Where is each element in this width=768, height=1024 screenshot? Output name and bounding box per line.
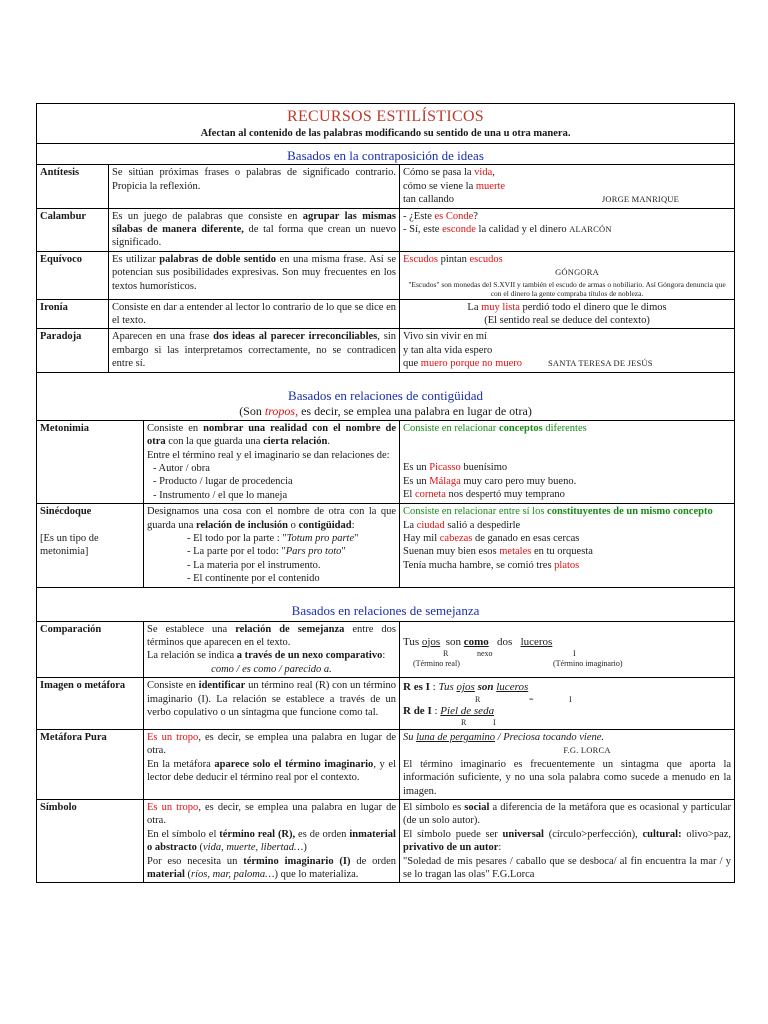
author-manrique: JORGE MANRIQUE [601, 194, 680, 205]
row-ironia [37, 299, 735, 329]
example-calambur: - ¿Este es Conde? - Sí, este esconde la calidad y el dinero ALARCÓN [400, 208, 735, 251]
def-antitesis: Se sitúan próximas frases o palabras de significado contrario. Propicia la reflexión. [109, 165, 400, 208]
example-equivoco: Escudos pintan escudos GÓNGORA "Escudos" son monedas del S.XVII y también el escudo de armas o nobiliario. Así Góngora denuncia que con el dinero la gente compraba títulos de nobleza. [400, 251, 735, 299]
author-teresa: SANTA TERESA DE JESÚS [547, 358, 653, 369]
document-sheet [36, 103, 734, 883]
def-comparacion: Se establece una relación de semejanza entre dos términos que aparecen en el texto. La relación se indica a través de un nexo comparativo: como / es como / parecido a. [144, 621, 400, 678]
term-imagen: Imagen o metáfora [37, 678, 144, 730]
term-ironia: Ironía [37, 299, 109, 329]
def-simbolo: Es un tropo, es decir, se emplea una palabra en lugar de otra. En el símbolo el término real (R), es de orden inmaterial o abstracto (vida, muerte, libertad…) Por eso necesita un término imaginario (I) de orden material (ríos, mar, paloma…) que lo materializa. [144, 800, 400, 883]
term-metonimia: Metonimia [37, 420, 144, 503]
example-metafora-pura: Su luna de pergamino / Preciosa tocando viene. F.G. LORCA El término imaginario es frecuentemente un sintagma que aporta la información suficiente, y no una sola palabra como sucede a menudo en la imagen. [400, 730, 735, 800]
term-antitesis: Antítesis [37, 165, 109, 208]
author-alarcon: ALARCÓN [569, 224, 612, 235]
row-equivoco [37, 251, 735, 299]
example-paradoja: Vivo sin vivir en mí y tan alta vida espero que muero porque no muero SANTA TERESA DE JESÚS [400, 329, 735, 372]
example-sinecdoque: Consiste en relacionar entre sí los constituyentes de un mismo concepto La ciudad salió a despedirle Hay mil cabezas de ganado en esas cercas Suenan muy bien esos metales en tu orquesta Tenía mucha hambre, se comió tres platos [400, 504, 735, 587]
def-sinecdoque: Designamos una cosa con el nombre de otra con la que guarda una relación de inclusión o contigüidad: - El todo por la parte : "Totum pro parte" - La parte por el todo: "Pars pro toto" - La materia por el instrumento. - El continente por el contenido [144, 504, 400, 587]
def-metafora-pura: Es un tropo, es decir, se emplea una palabra en lugar de otra. En la metáfora aparece solo el término imaginario, y el lector debe deducir el término real por el contexto. [144, 730, 400, 800]
row-antitesis [37, 165, 735, 208]
example-metonimia: Consiste en relacionar conceptos diferentes Es un Picasso buenísimo Es un Málaga muy caro pero muy bueno. El corneta nos despertó muy temprano [400, 420, 735, 503]
row-calambur [37, 208, 735, 251]
term-simbolo: Símbolo [37, 800, 144, 883]
def-metonimia: Consiste en nombrar una realidad con el nombre de otra con la que guarda una cierta relación. Entre el término real y el imaginario se dan relaciones de: - Autor / obra - Producto / lugar de procedencia - Instrumento / el que lo maneja [144, 420, 400, 503]
section-heading-contiguidad: Basados en relaciones de contigüidad [288, 387, 483, 403]
def-equivoco: Es utilizar palabras de doble sentido en una misma frase. Así se potencian sus posibilidades expresivas. Son muy frecuentes en los textos humorísticos. [109, 251, 400, 299]
term-equivoco: Equívoco [37, 251, 109, 299]
row-metafora-pura [37, 730, 735, 800]
example-ironia: La muy lista perdió todo el dinero que le dimos (El sentido real se deduce del contexto) [400, 299, 735, 329]
page-subtitle: Afectan al contenido de las palabras modificando su sentido de una u otra manera. [200, 128, 571, 139]
def-ironia: Consiste en dar a entender al lector lo contrario de lo que se dice en el texto. [109, 299, 400, 329]
section-heading-semejanza: Basados en relaciones de semejanza [291, 602, 480, 618]
section-subheading-tropos: (Son tropos, es decir, se emplea una palabra en lugar de otra) [239, 403, 532, 418]
row-imagen [37, 678, 735, 730]
row-sinecdoque [37, 504, 735, 587]
term-sinecdoque: Sinécdoque [40, 506, 92, 518]
note-sinecdoque: [Es un tipo de metonimia] [40, 532, 99, 557]
row-comparacion [37, 621, 735, 678]
example-comparacion: Tus ojos son como dos luceros R nexo I (Término real) (Término imaginario) [400, 621, 735, 678]
row-metonimia [37, 420, 735, 503]
row-simbolo [37, 800, 735, 883]
note-escudos: "Escudos" son monedas del S.XVII y también el escudo de armas o nobiliario. Así Góngora denuncia que con el dinero la gente compraba títulos de nobleza. [408, 279, 726, 298]
term-sinecdoque-cell [37, 504, 144, 587]
term-metafora-pura: Metáfora Pura [37, 730, 144, 800]
term-paradoja: Paradoja [37, 329, 109, 372]
row-paradoja [37, 329, 735, 372]
def-calambur: Es un juego de palabras que consiste en agrupar las mismas sílabas de manera diferente, de tal forma que crean un nuevo significado. [109, 208, 400, 251]
example-simbolo: El símbolo es social a diferencia de la metáfora que es ocasional y particular (de un solo autor). El símbolo puede ser universal (círculo>perfección), cultural: olivo>paz, privativo de un autor: "Soledad de mis pesares / caballo que se desboca/ al fin encuentra la mar / y se lo tragan las olas" F.G.Lorca [400, 800, 735, 883]
term-comparacion: Comparación [37, 621, 144, 678]
example-antitesis: Cómo se pasa la vida, cómo se viene la muerte tan callando JORGE MANRIQUE [400, 165, 735, 208]
author-lorca: F.G. LORCA [563, 745, 611, 756]
term-calambur: Calambur [37, 208, 109, 251]
section-heading-contraposicion: Basados en la contraposición de ideas [287, 148, 484, 164]
def-imagen: Consiste en identificar un término real (R) con un término imaginario (I). La relación se establece a través de un verbo copulativo o un sintagma que funcione como tal. [144, 678, 400, 730]
author-gongora: GÓNGORA [555, 267, 599, 278]
def-paradoja: Aparecen en una frase dos ideas al parecer irreconciliables, sin embargo si las interpretamos correctamente, no se contradicen entre sí. [109, 329, 400, 372]
example-imagen: R es I : Tus ojos son luceros R = I R de I : Piel de seda R I [400, 678, 735, 730]
stylistic-devices-table [36, 103, 735, 883]
page-title: RECURSOS ESTILÍSTICOS [287, 108, 485, 125]
